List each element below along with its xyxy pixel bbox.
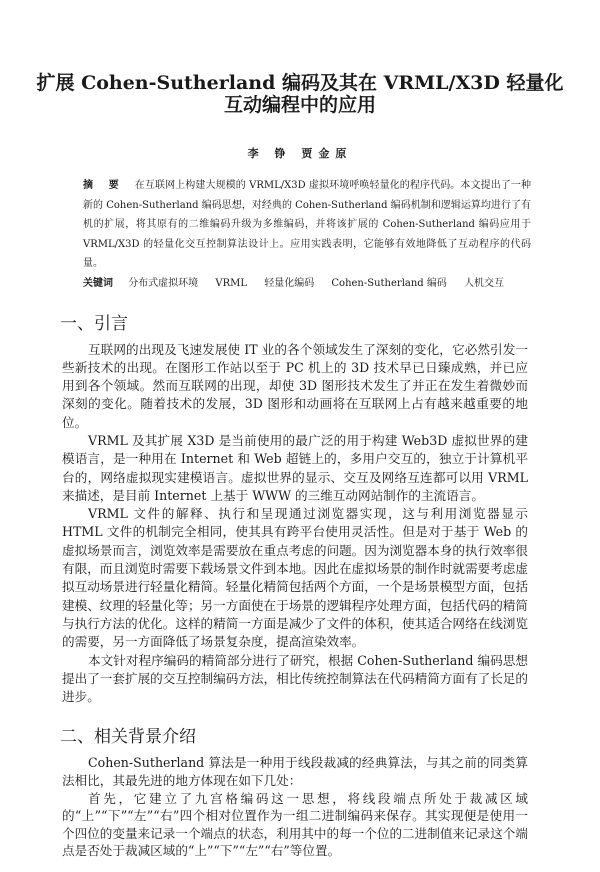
authors: 李 铮 贾金原 xyxy=(247,147,353,160)
paragraph: 互联网的出现及飞速发展使 IT 业的各个领域发生了深刻的变化，它必然引发一些新技术的出现。在图形工作站以至于 PC 机上的 3D 技术早已日臻成熟，并已应用到各个领域。然而互联网的出现，却使 3D 图形技术发生了并正在发生着微妙而深刻的变化。随着技术的发展，3D 图形和动画将在互联网上占有越来越重要的地位。 xyxy=(62,341,528,430)
keyword: Cohen-Sutherland 编码 xyxy=(331,277,447,289)
section-heading-background: 二、相关背景介绍 xyxy=(60,727,196,748)
section-heading-introduction: 一、引言 xyxy=(60,313,128,334)
paragraph: 本文针对程序编码的精简部分进行了研究，根据 Cohen-Sutherland 编码思想提出了一套扩展的交互控制编码方法，相比传统控制算法在代码精简方面有了长足的进步。 xyxy=(62,652,528,705)
section-body-introduction xyxy=(62,341,528,707)
paragraph: VRML 文件的解释、执行和呈现通过浏览器实现，这与利用浏览器显示 HTML 文件的机制完全相同，使其具有跨平台使用灵活性。但是对于基于 Web 的虚拟场景而言，浏览效率是需要放在重点考虑的问题。因为浏览器本身的执行效率很有限，而且浏览时需要下载场景文件到本地。因此在虚拟场景的制作时就需要考虑虚拟互动场景进行轻量化精简。轻量化精简包括两个方面，一个是场景模型方面，包括建模、纹理的轻量化等；另一方面使在于场景的逻辑程序处理方面，包括代码的精简与执行方法的优化。这样的精简一方面是减少了文件的体积，使其适合网络在线浏览的需要，另一方面降低了场景复杂度，提高渲染效率。 xyxy=(62,506,528,650)
keyword: 人机交互 xyxy=(464,277,505,289)
keywords-label: 关键词 xyxy=(83,277,113,289)
abstract-text: 在互联网上构建大规模的 VRML/X3D 虚拟环境呼唤轻量化的程序代码。本文提出了一种新的 Cohen-Sutherland 编码思想，对经典的 Cohen-Sutherland 编码机制和逻辑运算均进行了有机的扩展，将其原有的二维编码升级为多维编码，并将该扩展的 Cohen-Sutherland 编码应用于 VRML/X3D 的轻量化交互控制算法设计上。应用实践表明，它能够有效地降低了互动程序的代码量。 xyxy=(83,180,531,269)
keyword: VRML xyxy=(215,277,248,289)
keyword: 轻量化编码 xyxy=(264,277,315,289)
keyword: 分布式虚拟环境 xyxy=(128,277,199,289)
paragraph: VRML 及其扩展 X3D 是当前使用的最广泛的用于构建 Web3D 虚拟世界的建模语言，是一种用在 Internet 和 Web 超链上的，多用户交互的，独立于计算机平台的，网络虚拟现实建模语言。虚拟世界的显示、交互及网络互连都可以用 VRML 来描述，是目前 Internet 上基于 WWW 的三维互动网站制作的主流语言。 xyxy=(62,432,528,503)
paper-title-line-2: 互动编程中的应用 xyxy=(223,94,376,116)
paragraph: Cohen-Sutherland 算法是一种用于线段裁减的经典算法，与其之前的同类算法相比，其最先进的地方体现在如下几处： xyxy=(62,755,528,789)
keywords xyxy=(83,274,531,293)
section-body-background xyxy=(62,754,528,860)
abstract xyxy=(83,176,531,274)
abstract-label: 摘 要 xyxy=(83,180,125,191)
paper-title-line-1: 扩展 Cohen-Sutherland 编码及其在 VRML/X3D 轻量化 xyxy=(36,72,564,94)
paragraph: 首先，它建立了九宫格编码这一思想，将线段端点所处于裁减区域的“上”“下”“左”“右”四个相对位置作为一组二进制编码来保存。其实现便是使用一个四位的变量来记录一个端点的状态，利用其中的每一个位的二进制值来记录这个端点是否处于裁减区域的“上”“下”“左”“右”等位置。 xyxy=(62,790,528,859)
